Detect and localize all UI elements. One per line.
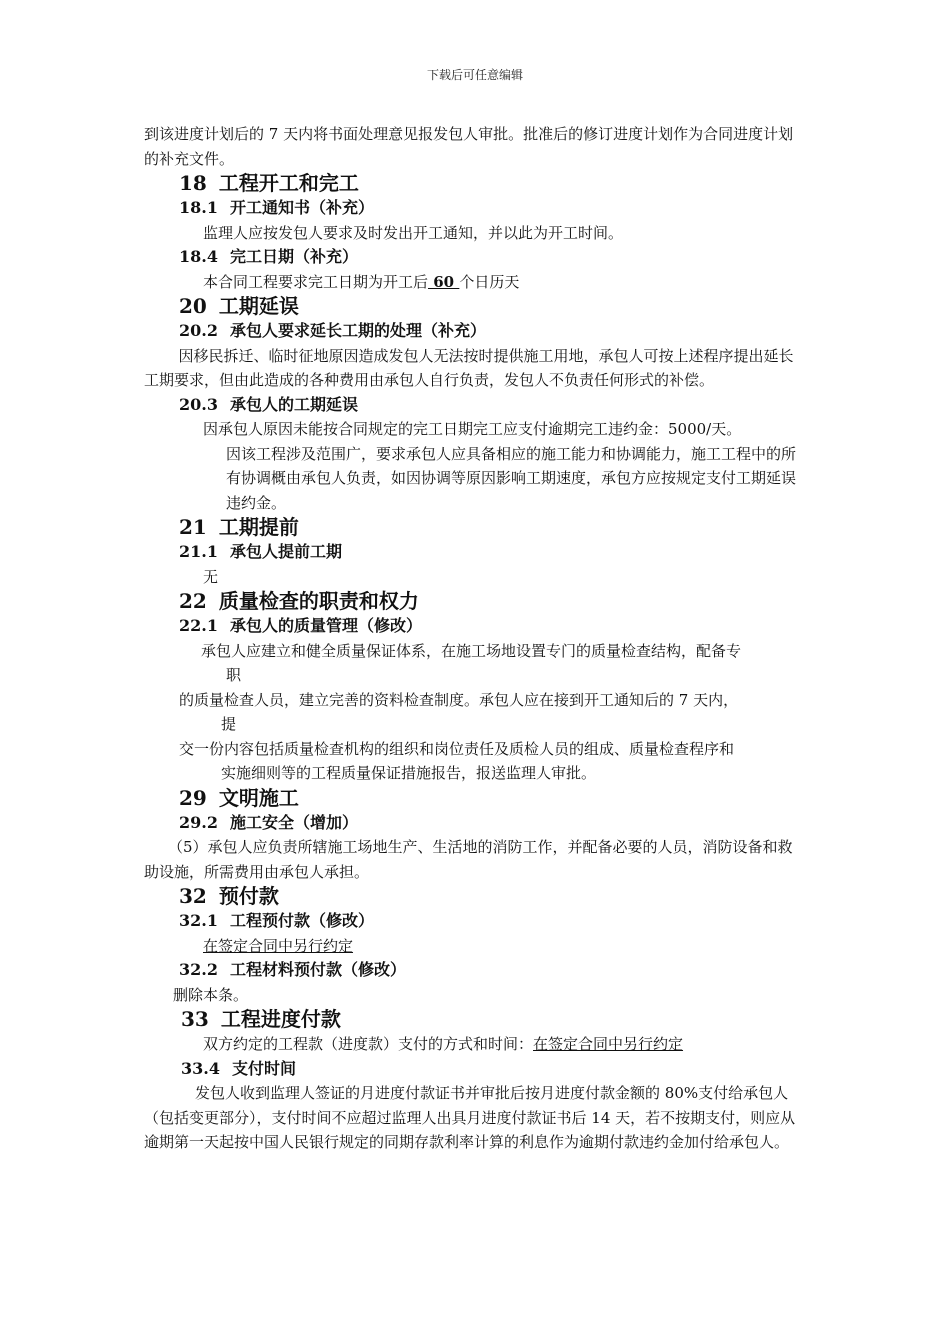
paragraph-22-1b: 的质量检查人员，建立完善的资料检查制度。承包人应在接到开工通知后的 7 天内， xyxy=(179,690,739,709)
section-number: 18.1 xyxy=(179,198,218,217)
section-21-heading xyxy=(144,515,806,540)
section-20-2-heading xyxy=(144,319,806,344)
section-number: 29 xyxy=(179,785,207,810)
text-span: 本合同工程要求完工日期为开工后 xyxy=(203,272,429,291)
section-title: 工程开工和完工 xyxy=(218,171,359,195)
page-header: 下载后可任意编辑 xyxy=(426,68,523,82)
section-title: 施工安全（增加） xyxy=(229,812,358,832)
section-number: 32.2 xyxy=(179,960,218,979)
document-body xyxy=(144,122,806,1155)
paragraph-intro: 到该进度计划后的 7 天内将书面处理意见报发包人审批。批准后的修订进度计划作为合同进度计划的补充文件。 xyxy=(144,125,794,168)
paragraph-22-1a-wrap: 职 xyxy=(226,666,242,684)
section-32-1-heading xyxy=(144,909,806,934)
section-title: 支付时间 xyxy=(231,1058,296,1078)
section-title: 文明施工 xyxy=(218,785,299,810)
section-title: 完工日期（补充） xyxy=(229,247,358,266)
underlined-text: 在签定合同中另行约定 xyxy=(203,936,354,955)
section-title: 工期延误 xyxy=(218,294,299,318)
section-title: 开工通知书（补充） xyxy=(229,198,374,217)
completion-days: 60 xyxy=(428,272,460,291)
section-number: 22.1 xyxy=(179,616,218,635)
paragraph-20-3b: 因该工程涉及范围广，要求承包人应具备相应的施工能力和协调能力，施工工程中的所有协调概由承包人负责，如因协调等原因影响工期速度，承包方应按规定支付工期延误违约金。 xyxy=(226,444,797,512)
paragraph-22-1b-wrap: 提 xyxy=(221,715,237,733)
section-22-heading xyxy=(144,589,806,614)
section-title: 工程进度付款 xyxy=(220,1007,341,1031)
section-title: 工程材料预付款（修改） xyxy=(229,960,406,979)
section-number: 21.1 xyxy=(179,542,218,561)
paragraph-32-1 xyxy=(144,934,806,959)
section-32-2-heading xyxy=(144,958,806,983)
section-title: 工程预付款（修改） xyxy=(229,911,374,930)
section-18-1-heading xyxy=(144,196,806,221)
section-title: 预付款 xyxy=(218,884,279,908)
paragraph-22-1c-wrap: 实施细则等的工程质量保证措施报告，报送监理人审批。 xyxy=(221,764,597,782)
section-title: 承包人要求延长工期的处理（补充） xyxy=(229,321,486,340)
section-21-1-heading xyxy=(144,540,806,565)
paragraph-29-2: （5）承包人应负责所辖施工场地生产、生活地的消防工作，并配备必要的人员，消防设备和救助设施，所需费用由承包人承担。 xyxy=(144,838,793,881)
text-span: 个日历天 xyxy=(459,272,520,291)
section-title: 承包人提前工期 xyxy=(229,542,342,561)
paragraph-22-1c: 交一份内容包括质量检查机构的组织和岗位责任及质检人员的组成、质量检查程序和 xyxy=(179,739,735,758)
section-number: 21 xyxy=(179,515,207,539)
section-22-1-heading xyxy=(144,614,806,639)
paragraph-32-2: 删除本条。 xyxy=(173,985,249,1004)
section-33-4-heading xyxy=(144,1057,806,1082)
underlined-text: 在签定合同中另行约定 xyxy=(533,1035,684,1053)
section-number: 20 xyxy=(179,294,207,318)
section-20-3-heading xyxy=(144,393,806,418)
section-29-2-heading xyxy=(144,811,806,836)
section-33-heading xyxy=(144,1007,806,1032)
paragraph-20-3a: 因承包人原因未能按合同规定的完工日期完工应支付逾期完工违约金：5000/天。 xyxy=(203,420,742,438)
section-number: 22 xyxy=(179,589,207,613)
section-title: 工期提前 xyxy=(218,515,299,539)
text-span: 双方约定的工程款（进度款）支付的方式和时间： xyxy=(203,1035,534,1053)
section-number: 29.2 xyxy=(179,812,218,832)
section-29-heading xyxy=(144,786,806,811)
paragraph-18-4 xyxy=(144,270,806,295)
section-number: 33.4 xyxy=(181,1058,220,1078)
section-number: 18.4 xyxy=(179,247,218,266)
section-title: 承包人的工期延误 xyxy=(229,394,358,414)
section-number: 20.2 xyxy=(179,321,218,340)
paragraph-22-1a: 承包人应建立和健全质量保证体系，在施工场地设置专门的质量检查结构，配备专 xyxy=(201,641,742,660)
section-number: 32 xyxy=(179,884,207,908)
paragraph-33-4: 发包人收到监理人签证的月进度付款证书并审批后按月进度付款金额的 80%支付给承包人（包括变更部分），支付时间不应超过监理人出具月进度付款证书后 14 天，若不按期支付，则应从逾期第一天起按中国人民银行规定的同期存款利率计算的利息作为逾期付款违约金加付给承包人。 xyxy=(144,1084,796,1151)
paragraph-21-1: 无 xyxy=(203,567,219,586)
paragraph-18-1: 监理人应按发包人要求及时发出开工通知，并以此为开工时间。 xyxy=(203,223,624,242)
paragraph-33 xyxy=(144,1032,806,1057)
section-18-4-heading xyxy=(144,245,806,270)
section-20-heading xyxy=(144,294,806,319)
section-title: 质量检查的职责和权力 xyxy=(218,589,419,613)
section-number: 20.3 xyxy=(179,394,218,414)
section-number: 33 xyxy=(181,1007,209,1031)
section-title: 承包人的质量管理（修改） xyxy=(229,616,422,635)
section-18-heading xyxy=(144,171,806,196)
section-number: 18 xyxy=(179,171,207,195)
section-number: 32.1 xyxy=(179,911,218,930)
paragraph-20-2: 因移民拆迁、临时征地原因造成发包人无法按时提供施工用地，承包人可按上述程序提出延长工期要求，但由此造成的各种费用由承包人自行负责，发包人不负责任何形式的补偿。 xyxy=(144,346,794,389)
section-32-heading xyxy=(144,884,806,909)
